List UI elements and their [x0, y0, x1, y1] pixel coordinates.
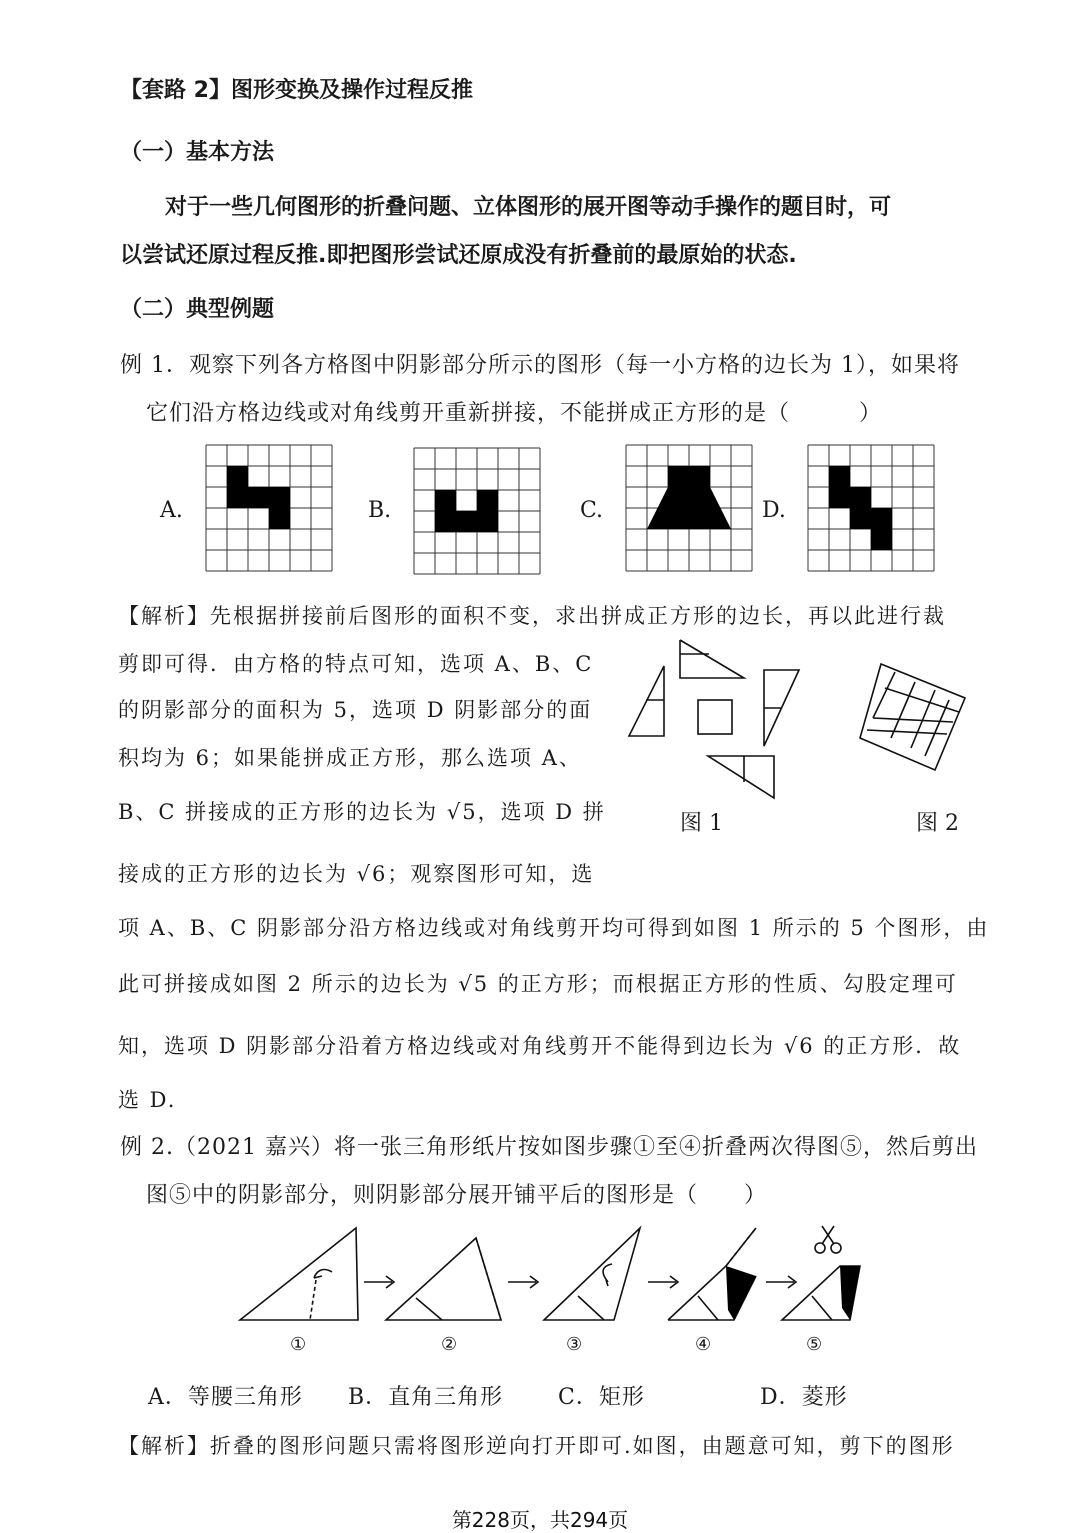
example2-line-1: 例 2.（2021 嘉兴）将一张三角形纸片按如图步骤①至④折叠两次得图⑤，然后剪出 — [120, 1135, 978, 1160]
shape-d — [829, 466, 892, 550]
analysis1-line-2: 剪即可得．由方格的特点可知，选项 A、B、C — [118, 652, 594, 676]
choice-d: D．菱形 — [760, 1385, 848, 1410]
grid-option-c — [626, 445, 754, 573]
step-1-label: ① — [290, 1334, 307, 1355]
step-2-label: ② — [441, 1334, 458, 1355]
figure-1 — [624, 636, 804, 821]
choice-a: A．等腰三角形 — [148, 1385, 303, 1410]
folding-steps-figure — [236, 1220, 866, 1330]
shape-b — [435, 490, 498, 532]
grid-option-a — [206, 445, 334, 573]
choice-b: B．直角三角形 — [348, 1385, 504, 1410]
analysis1-line-5: B、C 拼接成的正方形的边长为 √5，选项 D 拼 — [118, 800, 606, 824]
option-b-label: B. — [368, 498, 392, 523]
step-3-label: ③ — [566, 1334, 583, 1355]
analysis1-line-6: 接成的正方形的边长为 √6；观察图形可知，选 — [118, 862, 595, 886]
analysis1-line-1: 【解析】先根据拼接前后图形的面积不变，求出拼成正方形的边长，再以此进行裁 — [118, 604, 946, 628]
example2-line-2: 图⑤中的阴影部分，则阴影部分展开铺平后的图形是（ ） — [146, 1183, 768, 1208]
analysis1-line-4: 积均为 6；如果能拼成正方形，那么选项 A、 — [118, 746, 582, 770]
analysis1-line-9: 知，选项 D 阴影部分沿着方格边线或对角线剪开不能得到边长为 √6 的正方形．故 — [118, 1034, 962, 1058]
shape-a — [227, 466, 290, 529]
analysis1-line-7: 项 A、B、C 阴影部分沿方格边线或对角线剪开均可得到如图 1 所示的 5 个图形，由 — [118, 916, 990, 940]
example1-line-2: 它们沿方格边线或对角线剪开重新拼接，不能拼成正方形的是（ ） — [146, 401, 883, 426]
choice-c: C．矩形 — [558, 1385, 645, 1410]
option-d-label: D. — [762, 498, 786, 523]
section-title: 【套路 2】图形变换及操作过程反推 — [120, 78, 473, 103]
step-4-label: ④ — [695, 1334, 712, 1355]
shape-c — [647, 466, 731, 529]
option-a-label: A. — [160, 498, 183, 523]
figure-1-label: 图 1 — [680, 811, 723, 836]
grid-option-b — [414, 448, 542, 576]
basic-method-heading: （一）基本方法 — [120, 140, 275, 165]
analysis1-line-3: 的阴影部分的面积为 5，选项 D 阴影部分的面 — [118, 698, 593, 722]
basic-method-line-1: 对于一些几何图形的折叠问题、立体图形的展开图等动手操作的题目时，可 — [165, 195, 892, 220]
figure-2 — [855, 660, 970, 775]
figure-2-label: 图 2 — [916, 811, 959, 836]
page-footer: 第228页，共294页 — [451, 1508, 629, 1532]
analysis1-line-10: 选 D. — [118, 1088, 177, 1112]
basic-method-line-2: 以尝试还原过程反推.即把图形尝试还原成没有折叠前的最原始的状态. — [120, 243, 797, 268]
examples-heading: （二）典型例题 — [120, 297, 275, 322]
analysis2-line-1: 【解析】折叠的图形问题只需将图形逆向打开即可.如图，由题意可知，剪下的图形 — [118, 1434, 955, 1458]
analysis1-line-8: 此可拼接成如图 2 所示的边长为 √5 的正方形；而根据正方形的性质、勾股定理可 — [118, 972, 958, 996]
example1-line-1: 例 1．观察下列各方格图中阴影部分所示的图形（每一小方格的边长为 1），如果将 — [120, 353, 960, 378]
option-c-label: C. — [580, 498, 604, 523]
grid-option-d — [808, 445, 938, 573]
step-5-label: ⑤ — [806, 1334, 823, 1355]
